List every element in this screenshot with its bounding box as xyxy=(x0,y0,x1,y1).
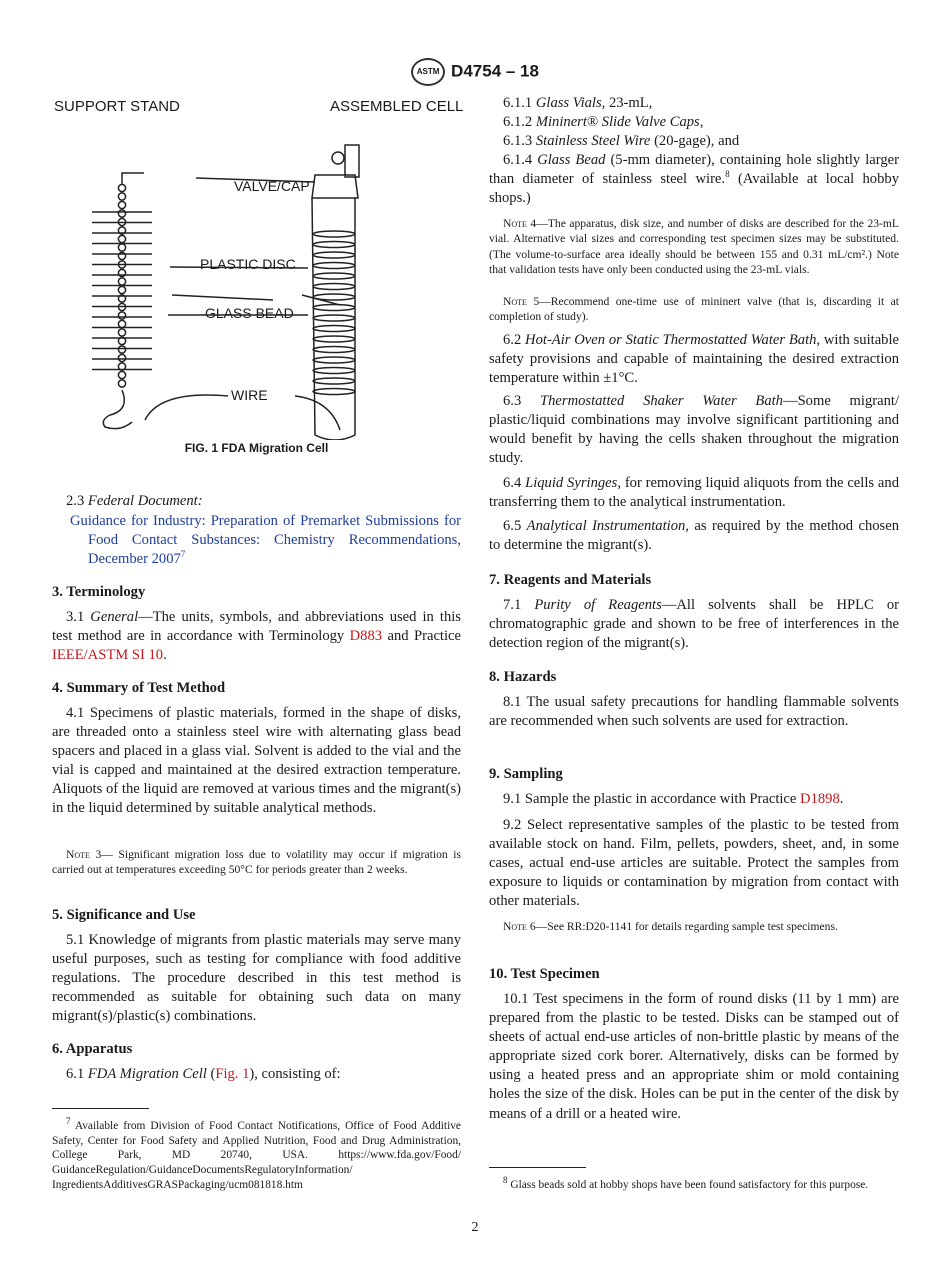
heading-test-specimen: 10. Test Specimen xyxy=(489,966,600,982)
plastic-disc-icon xyxy=(313,326,355,332)
fda-migration-cell-drawing xyxy=(40,140,460,440)
glass-bead-icon xyxy=(118,201,125,208)
glass-bead-icon xyxy=(118,354,125,361)
glass-bead-icon xyxy=(118,346,125,353)
footnote-8: $^8$ Glass beads sold at hobby shops have been found satisfactory for this purpose. xyxy=(503,1175,869,1191)
section-2-3: 2.3 Federal Document: xyxy=(66,493,203,509)
item-6-1-1: 6.1.1 Glass Vials, 23-mL, xyxy=(503,95,653,111)
note-4: Note 4—The apparatus, disk size, and number of disks are described for the 23-mL vial. Alternative vial sizes and corresponding test specimen sizes may be substituted. (The volume-to-surface area ideally should be between 155 and 0.31 mL/cm².) Note that validation tests have only been conducted using the 23-mL vials. xyxy=(489,217,899,277)
glass-bead-icon xyxy=(118,312,125,319)
section-10-1: 10.1 Test specimens in the form of round disks (11 by 1 mm) are prepared from the plastic to be tested. Disks can be stamped out of sheets of actual end-use articles of non-brittle plastic by means of the appropriate sized cork borer. Alternatively, disks can be formed by using a heated press and an appropriate shim or mold containing holes the size of the disk. Holes can be put in the center of the disk by means of a drill or a heated wire. xyxy=(489,991,899,1122)
note-6: Note 6—See RR:D20-1141 for details regarding sample test specimens. xyxy=(503,920,838,933)
plastic-disc-icon xyxy=(313,231,355,237)
section-6-3: 6.3 Thermostatted Shaker Water Bath—Some migrant/ plastic/liquid combinations may involve significant partitioning and would benefit by having the cells shaken throughout the migration study. xyxy=(489,393,899,467)
section-9-2: 9.2 Select representative samples of the plastic to be tested from available stock on hand. Film, pellets, powders, sheet, and, in some cases, actual end-use articles are suitable. Protect the samples from exposure to liquids or contamination by migration from contact with other materials. xyxy=(489,817,899,910)
plastic-disc-icon xyxy=(313,315,355,321)
glass-bead-icon xyxy=(118,278,125,285)
section-6-4: 6.4 Liquid Syringes, for removing liquid aliquots from the cells and transferring them to the analytical instrumentation. xyxy=(489,475,899,511)
section-5-1: 5.1 Knowledge of migrants from plastic materials may serve many useful purposes, such as testing for compliance with food additive regulations. The procedure described in this test method is recommended as suitable for obtaining such data on many migrant(s)/plastic(s) combinations. xyxy=(52,932,461,1025)
d883-link[interactable]: D883 xyxy=(349,628,383,645)
plastic-disc-icon xyxy=(313,336,355,342)
footnote-rule xyxy=(52,1108,149,1109)
plastic-disc-icon xyxy=(313,305,355,311)
section-3-1: 3.1 General—The units, symbols, and abbreviations used in this test method are in accordance with Terminology D883 and Practice IEEE/ASTM SI 10. xyxy=(52,609,461,664)
plastic-disc-icon xyxy=(313,252,355,258)
heading-summary: 4. Summary of Test Method xyxy=(52,680,226,696)
guidance-link[interactable]: Guidance for Industry: Preparation of Premarket Submissions for Food Contact Substances: Chemistry Recommendations, December 2007$^7$ xyxy=(70,513,461,568)
glass-bead-icon xyxy=(118,380,125,387)
plastic-disc-icon xyxy=(313,368,355,374)
heading-reagents: 7. Reagents and Materials xyxy=(489,572,652,588)
heading-apparatus: 6. Apparatus xyxy=(52,1041,133,1057)
section-6-2: 6.2 Hot-Air Oven or Static Thermostatted Water Bath, with suitable safety provisions and capable of maintaining the desired extraction temperature within ±1°C. xyxy=(489,332,900,387)
plastic-disc-icon xyxy=(313,347,355,353)
figure-caption: FIG. 1 FDA Migration Cell xyxy=(184,441,329,455)
glass-bead-icon xyxy=(118,184,125,191)
glass-bead-icon xyxy=(118,329,125,336)
plastic-disc-icon xyxy=(313,378,355,384)
section-8-1: 8.1 The usual safety precautions for handling flammable solvents are recommended when such solvents are used for extraction. xyxy=(489,694,899,730)
fig-1-link[interactable]: Fig. 1 xyxy=(215,1066,250,1082)
page-number: 2 xyxy=(471,1220,479,1235)
callout-wire: WIRE xyxy=(231,387,268,403)
ieee-astm-si10-link[interactable]: IEEE/ASTM SI 10 xyxy=(52,647,164,664)
heading-significance: 5. Significance and Use xyxy=(52,907,196,923)
plastic-disc-icon xyxy=(313,357,355,363)
section-7-1: 7.1 Purity of Reagents—All solvents shall be HPLC or chromatographic grade and shown to be free of interferences in the detection region of the migrant(s). xyxy=(489,597,899,652)
footnote-rule xyxy=(489,1167,586,1168)
section-9-1: 9.1 Sample the plastic in accordance with Practice D1898. xyxy=(503,791,844,807)
d1898-link[interactable]: D1898 xyxy=(800,791,840,807)
section-6-5: 6.5 Analytical Instrumentation, as required by the method chosen to determine the migrant(s). xyxy=(489,518,900,554)
page-header xyxy=(0,58,950,86)
plastic-disc-icon xyxy=(313,284,355,290)
plastic-disc-icon xyxy=(313,242,355,248)
glass-bead-icon xyxy=(118,371,125,378)
section-4-1: 4.1 Specimens of plastic materials, formed in the shape of disks, are threaded onto a stainless steel wire with alternating glass bead spacers and placed in a glass vial. Solvent is added to the vial and the vial is capped and maintained at the desired extraction temperature. Aliquots of the liquid are removed at various times and the migrant(s) in the liquid determined by suitable analytical methods. xyxy=(52,705,461,817)
item-6-1-2: 6.1.2 Mininert® Slide Valve Caps, xyxy=(503,114,704,130)
glass-bead-icon xyxy=(118,210,125,217)
figure-label-support-stand: SUPPORT STAND xyxy=(54,98,180,115)
astm-logo: ASTM xyxy=(411,58,445,86)
glass-bead-icon xyxy=(118,286,125,293)
footnote-7: $^7$ Available from Division of Food Contact Notifications, Office of Food Additive Safety, Center for Food Safety and Applied Nutrition, Food and Drug Administration, College Park, MD 20740, USA. https://www.fda.gov/Food/ GuidanceRegulation/GuidanceDocumentsRegulatoryInformation/ IngredientsAdditivesGRASPackaging/ucm081818.htm xyxy=(52,1116,461,1191)
heading-sampling: 9. Sampling xyxy=(489,766,563,782)
glass-bead-icon xyxy=(118,235,125,242)
note-5: Note 5—Recommend one-time use of mininert valve (that is, discarding it at completion of study). xyxy=(489,295,899,324)
section-6-1: 6.1 FDA Migration Cell (Fig. 1), consisting of: xyxy=(66,1066,341,1082)
note-3: Note 3— Significant migration loss due to volatility may occur if migration is carried out at temperatures exceeding 50°C for periods greater than 2 weeks. xyxy=(52,848,461,877)
glass-bead-icon xyxy=(118,244,125,251)
plastic-disc-icon xyxy=(313,263,355,269)
callout-glass-bead: GLASS BEAD xyxy=(205,305,294,321)
designation: D4754 – 18 xyxy=(451,61,539,81)
glass-bead-icon xyxy=(118,193,125,200)
heading-hazards: 8. Hazards xyxy=(489,669,557,685)
callout-plastic-disc: PLASTIC DISC xyxy=(200,256,296,272)
heading-terminology: 3. Terminology xyxy=(52,584,146,600)
callout-valve-cap: VALVE/CAP xyxy=(234,178,310,194)
item-6-1-4: 6.1.4 Glass Bead (5-mm diameter), containing hole slightly larger than diameter of stainless steel wire.$^8$ (Available at local hobby shops.) xyxy=(489,152,899,207)
figure-label-assembled-cell: ASSEMBLED CELL xyxy=(330,98,464,115)
plastic-disc-icon xyxy=(313,273,355,279)
plastic-disc-icon xyxy=(313,389,355,395)
item-6-1-3: 6.1.3 Stainless Steel Wire (20-gage), and xyxy=(503,133,740,149)
glass-bead-icon xyxy=(118,320,125,327)
